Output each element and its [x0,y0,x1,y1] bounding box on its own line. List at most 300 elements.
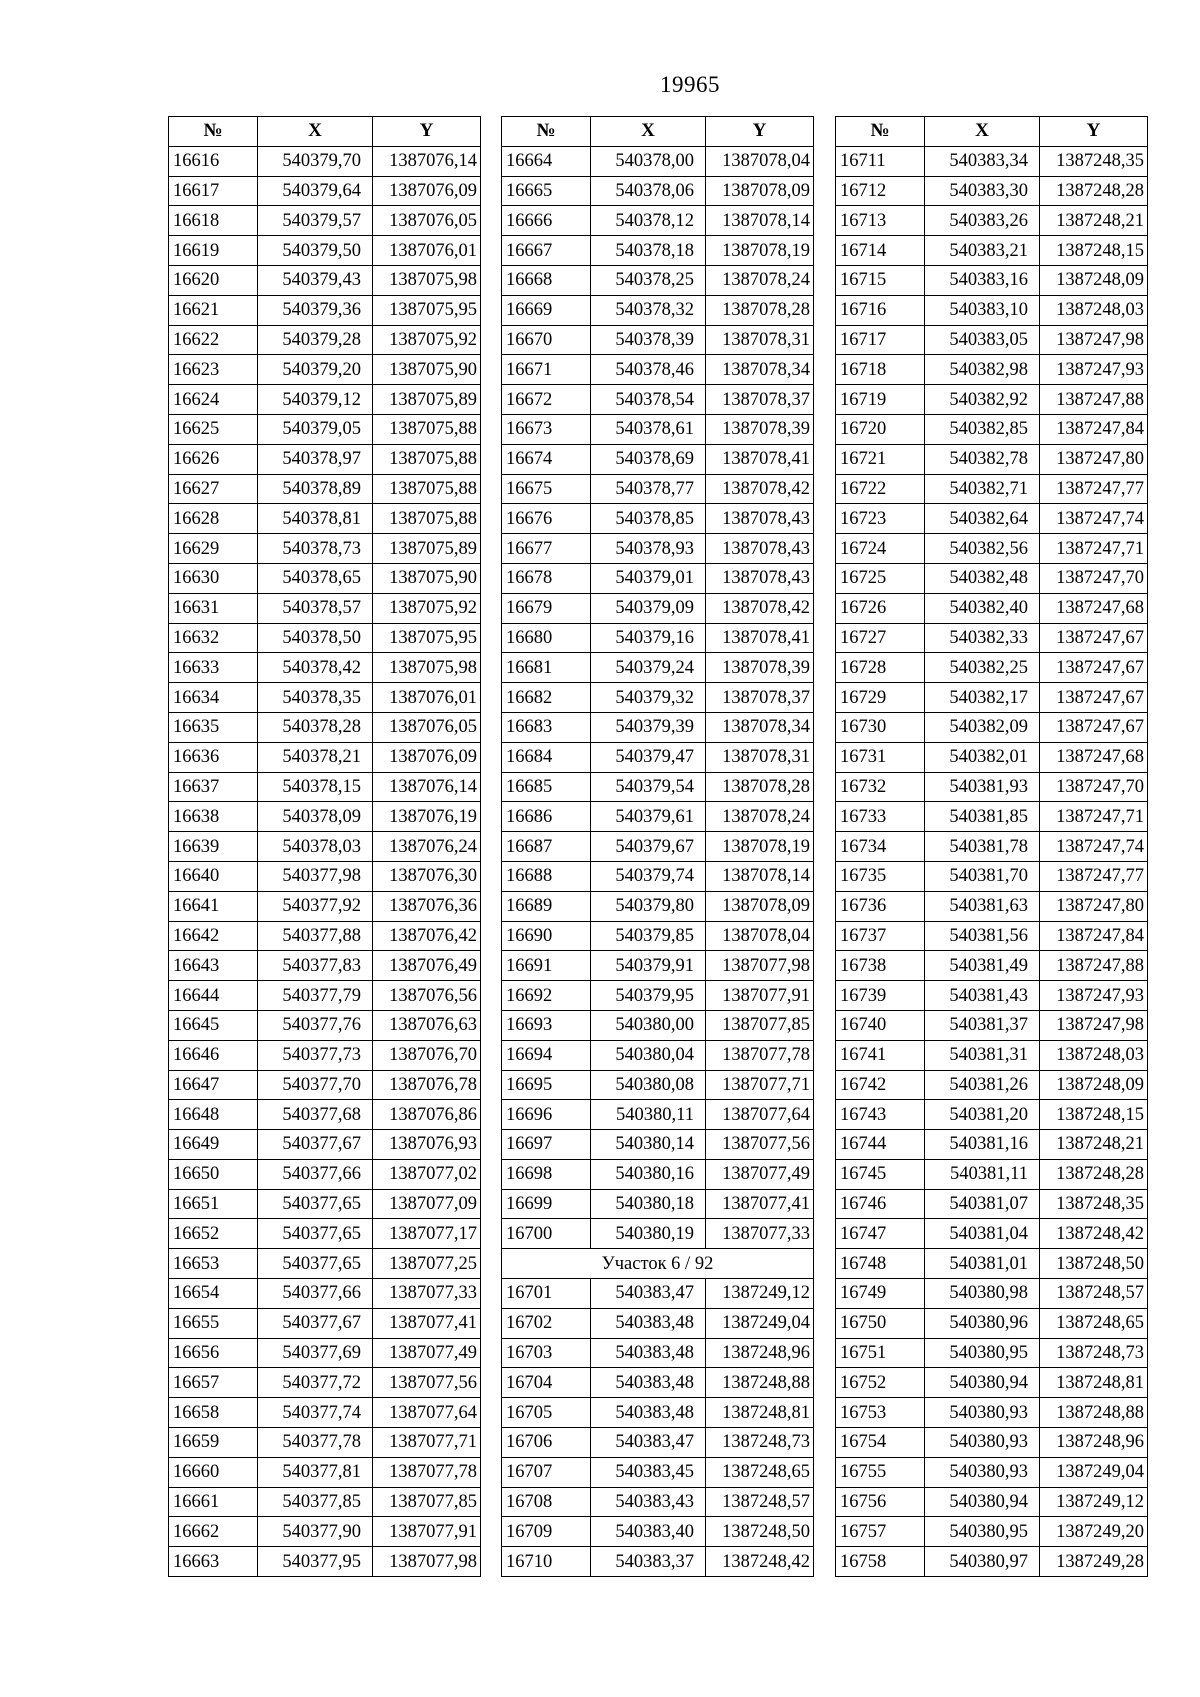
table-row [502,921,814,951]
table-row [836,1517,1148,1547]
table-row [169,921,481,951]
table-row [836,1159,1148,1189]
table-row [169,1338,481,1368]
point-number-cell: 16645 [169,1010,258,1040]
table-row [836,1308,1148,1338]
table-row [836,1249,1148,1279]
point-number-cell: 16702 [502,1308,591,1338]
x-coordinate-cell: 540380,98 [925,1279,1040,1309]
point-number-cell: 16636 [169,742,258,772]
y-coordinate-cell: 1387078,09 [706,891,814,921]
point-number-cell: 16712 [836,176,925,206]
header-number: № [169,117,258,147]
table-row [836,563,1148,593]
y-coordinate-cell: 1387248,73 [1040,1338,1148,1368]
y-coordinate-cell: 1387076,05 [373,206,481,236]
y-coordinate-cell: 1387247,74 [1040,504,1148,534]
y-coordinate-cell: 1387247,70 [1040,772,1148,802]
table-row [836,474,1148,504]
table-row [502,1010,814,1040]
y-coordinate-cell: 1387077,85 [706,1010,814,1040]
table-row [836,861,1148,891]
x-coordinate-cell: 540379,61 [591,802,706,832]
point-number-cell: 16649 [169,1130,258,1160]
x-coordinate-cell: 540380,94 [925,1487,1040,1517]
table-row [169,236,481,266]
point-number-cell: 16714 [836,236,925,266]
point-number-cell: 16715 [836,265,925,295]
table-row [836,891,1148,921]
x-coordinate-cell: 540382,92 [925,385,1040,415]
table-row [502,325,814,355]
table-row [502,504,814,534]
point-number-cell: 16685 [502,772,591,802]
y-coordinate-cell: 1387249,12 [706,1279,814,1309]
table-row [502,742,814,772]
point-number-cell: 16679 [502,593,591,623]
table-row [502,1189,814,1219]
table-row [836,534,1148,564]
y-coordinate-cell: 1387077,78 [706,1040,814,1070]
y-coordinate-cell: 1387247,80 [1040,891,1148,921]
x-coordinate-cell: 540380,93 [925,1428,1040,1458]
table-row [502,563,814,593]
point-number-cell: 16684 [502,742,591,772]
x-coordinate-cell: 540379,09 [591,593,706,623]
x-coordinate-cell: 540377,65 [258,1249,373,1279]
y-coordinate-cell: 1387075,88 [373,414,481,444]
x-coordinate-cell: 540380,19 [591,1219,706,1249]
point-number-cell: 16678 [502,563,591,593]
point-number-cell: 16640 [169,861,258,891]
table-row [169,355,481,385]
x-coordinate-cell: 540378,89 [258,474,373,504]
point-number-cell: 16713 [836,206,925,236]
y-coordinate-cell: 1387077,09 [373,1189,481,1219]
x-coordinate-cell: 540378,97 [258,444,373,474]
table-row [169,265,481,295]
y-coordinate-cell: 1387247,67 [1040,712,1148,742]
table-row [502,1159,814,1189]
point-number-cell: 16725 [836,563,925,593]
y-coordinate-cell: 1387247,77 [1040,861,1148,891]
y-coordinate-cell: 1387247,93 [1040,355,1148,385]
table-row [836,1010,1148,1040]
table-row [836,206,1148,236]
x-coordinate-cell: 540382,25 [925,653,1040,683]
point-number-cell: 16733 [836,802,925,832]
point-number-cell: 16737 [836,921,925,951]
y-coordinate-cell: 1387248,03 [1040,1040,1148,1070]
point-number-cell: 16633 [169,653,258,683]
table-row [836,712,1148,742]
point-number-cell: 16752 [836,1368,925,1398]
x-coordinate-cell: 540382,78 [925,444,1040,474]
table-row [169,385,481,415]
point-number-cell: 16745 [836,1159,925,1189]
point-number-cell: 16744 [836,1130,925,1160]
point-number-cell: 16682 [502,683,591,713]
table-row [169,563,481,593]
x-coordinate-cell: 540379,64 [258,176,373,206]
x-coordinate-cell: 540378,00 [591,146,706,176]
x-coordinate-cell: 540378,21 [258,742,373,772]
x-coordinate-cell: 540379,05 [258,414,373,444]
point-number-cell: 16671 [502,355,591,385]
y-coordinate-cell: 1387075,88 [373,504,481,534]
y-coordinate-cell: 1387078,09 [706,176,814,206]
table-row [502,265,814,295]
y-coordinate-cell: 1387077,33 [373,1279,481,1309]
x-coordinate-cell: 540378,61 [591,414,706,444]
y-coordinate-cell: 1387249,20 [1040,1517,1148,1547]
table-header-row [502,117,814,147]
x-coordinate-cell: 540378,93 [591,534,706,564]
y-coordinate-cell: 1387077,85 [373,1487,481,1517]
x-coordinate-cell: 540381,31 [925,1040,1040,1070]
y-coordinate-cell: 1387076,86 [373,1100,481,1130]
point-number-cell: 16695 [502,1070,591,1100]
y-coordinate-cell: 1387075,98 [373,653,481,683]
table-row [169,1159,481,1189]
x-coordinate-cell: 540381,16 [925,1130,1040,1160]
x-coordinate-cell: 540378,25 [591,265,706,295]
y-coordinate-cell: 1387077,41 [373,1308,481,1338]
y-coordinate-cell: 1387248,73 [706,1428,814,1458]
x-coordinate-cell: 540377,92 [258,891,373,921]
point-number-cell: 16718 [836,355,925,385]
y-coordinate-cell: 1387076,14 [373,146,481,176]
table-row [169,146,481,176]
y-coordinate-cell: 1387248,96 [706,1338,814,1368]
y-coordinate-cell: 1387248,15 [1040,1100,1148,1130]
table-row [836,1189,1148,1219]
point-number-cell: 16666 [502,206,591,236]
table-row [502,1547,814,1577]
table-row [169,683,481,713]
point-number-cell: 16623 [169,355,258,385]
point-number-cell: 16653 [169,1249,258,1279]
y-coordinate-cell: 1387076,14 [373,772,481,802]
point-number-cell: 16724 [836,534,925,564]
point-number-cell: 16709 [502,1517,591,1547]
x-coordinate-cell: 540381,78 [925,832,1040,862]
point-number-cell: 16726 [836,593,925,623]
x-coordinate-cell: 540378,73 [258,534,373,564]
table-row [169,1219,481,1249]
x-coordinate-cell: 540382,40 [925,593,1040,623]
x-coordinate-cell: 540378,65 [258,563,373,593]
point-number-cell: 16627 [169,474,258,504]
x-coordinate-cell: 540378,12 [591,206,706,236]
x-coordinate-cell: 540379,32 [591,683,706,713]
y-coordinate-cell: 1387076,05 [373,712,481,742]
y-coordinate-cell: 1387076,01 [373,236,481,266]
point-number-cell: 16680 [502,623,591,653]
table-row [836,444,1148,474]
point-number-cell: 16651 [169,1189,258,1219]
y-coordinate-cell: 1387248,35 [1040,1189,1148,1219]
point-number-cell: 16708 [502,1487,591,1517]
table-row [169,951,481,981]
x-coordinate-cell: 540381,85 [925,802,1040,832]
y-coordinate-cell: 1387248,81 [1040,1368,1148,1398]
y-coordinate-cell: 1387076,49 [373,951,481,981]
point-number-cell: 16675 [502,474,591,504]
x-coordinate-cell: 540383,43 [591,1487,706,1517]
table-row [502,1100,814,1130]
header-y: Y [1040,117,1148,147]
point-number-cell: 16669 [502,295,591,325]
point-number-cell: 16707 [502,1457,591,1487]
table-row [502,1398,814,1428]
x-coordinate-cell: 540379,70 [258,146,373,176]
point-number-cell: 16696 [502,1100,591,1130]
table-row [836,355,1148,385]
x-coordinate-cell: 540379,85 [591,921,706,951]
y-coordinate-cell: 1387075,90 [373,355,481,385]
table-header-row [169,117,481,147]
table-row [836,1338,1148,1368]
y-coordinate-cell: 1387075,89 [373,534,481,564]
table-row [836,1219,1148,1249]
x-coordinate-cell: 540383,47 [591,1428,706,1458]
y-coordinate-cell: 1387249,12 [1040,1487,1148,1517]
x-coordinate-cell: 540379,74 [591,861,706,891]
table-row [836,236,1148,266]
point-number-cell: 16710 [502,1547,591,1577]
point-number-cell: 16657 [169,1368,258,1398]
point-number-cell: 16741 [836,1040,925,1070]
x-coordinate-cell: 540379,95 [591,981,706,1011]
x-coordinate-cell: 540380,93 [925,1457,1040,1487]
x-coordinate-cell: 540382,01 [925,742,1040,772]
table-row [836,593,1148,623]
table-row [169,1428,481,1458]
y-coordinate-cell: 1387247,68 [1040,742,1148,772]
y-coordinate-cell: 1387076,09 [373,176,481,206]
page-number: 19965 [660,72,720,97]
header-y: Y [706,117,814,147]
point-number-cell: 16735 [836,861,925,891]
point-number-cell: 16652 [169,1219,258,1249]
table-row [169,1517,481,1547]
x-coordinate-cell: 540383,40 [591,1517,706,1547]
point-number-cell: 16693 [502,1010,591,1040]
table-row [836,265,1148,295]
y-coordinate-cell: 1387248,57 [706,1487,814,1517]
y-coordinate-cell: 1387248,42 [706,1547,814,1577]
table-row [502,385,814,415]
y-coordinate-cell: 1387247,88 [1040,385,1148,415]
table-row [836,1040,1148,1070]
x-coordinate-cell: 540379,01 [591,563,706,593]
x-coordinate-cell: 540382,98 [925,355,1040,385]
point-number-cell: 16698 [502,1159,591,1189]
x-coordinate-cell: 540380,16 [591,1159,706,1189]
table-row [836,683,1148,713]
point-number-cell: 16673 [502,414,591,444]
y-coordinate-cell: 1387076,63 [373,1010,481,1040]
table-row [169,534,481,564]
x-coordinate-cell: 540380,93 [925,1398,1040,1428]
y-coordinate-cell: 1387248,21 [1040,206,1148,236]
y-coordinate-cell: 1387076,19 [373,802,481,832]
y-coordinate-cell: 1387078,31 [706,742,814,772]
table-row [169,1130,481,1160]
table-row [169,802,481,832]
y-coordinate-cell: 1387077,91 [706,981,814,1011]
x-coordinate-cell: 540377,65 [258,1189,373,1219]
table-row [836,653,1148,683]
table-row [836,1070,1148,1100]
y-coordinate-cell: 1387077,56 [373,1368,481,1398]
y-coordinate-cell: 1387249,04 [1040,1457,1148,1487]
y-coordinate-cell: 1387078,43 [706,504,814,534]
x-coordinate-cell: 540381,49 [925,951,1040,981]
y-coordinate-cell: 1387077,02 [373,1159,481,1189]
y-coordinate-cell: 1387249,28 [1040,1547,1148,1577]
y-coordinate-cell: 1387078,24 [706,802,814,832]
x-coordinate-cell: 540377,78 [258,1428,373,1458]
table-row [836,802,1148,832]
table-row [836,146,1148,176]
x-coordinate-cell: 540377,66 [258,1279,373,1309]
table-row [502,1338,814,1368]
point-number-cell: 16720 [836,414,925,444]
table-row [836,1457,1148,1487]
point-number-cell: 16676 [502,504,591,534]
point-number-cell: 16711 [836,146,925,176]
point-number-cell: 16758 [836,1547,925,1577]
point-number-cell: 16734 [836,832,925,862]
y-coordinate-cell: 1387078,39 [706,414,814,444]
point-number-cell: 16716 [836,295,925,325]
y-coordinate-cell: 1387078,19 [706,832,814,862]
x-coordinate-cell: 540378,85 [591,504,706,534]
x-coordinate-cell: 540383,45 [591,1457,706,1487]
table-row [169,832,481,862]
x-coordinate-cell: 540381,63 [925,891,1040,921]
x-coordinate-cell: 540377,74 [258,1398,373,1428]
point-number-cell: 16681 [502,653,591,683]
table-row [169,1398,481,1428]
header-x: X [258,117,373,147]
point-number-cell: 16637 [169,772,258,802]
y-coordinate-cell: 1387076,01 [373,683,481,713]
point-number-cell: 16690 [502,921,591,951]
table-row [502,683,814,713]
point-number-cell: 16622 [169,325,258,355]
y-coordinate-cell: 1387078,34 [706,712,814,742]
table-row [169,1249,481,1279]
y-coordinate-cell: 1387077,25 [373,1249,481,1279]
point-number-cell: 16660 [169,1457,258,1487]
table-header-row [836,117,1148,147]
y-coordinate-cell: 1387077,64 [373,1398,481,1428]
x-coordinate-cell: 540383,34 [925,146,1040,176]
x-coordinate-cell: 540382,85 [925,414,1040,444]
x-coordinate-cell: 540378,35 [258,683,373,713]
y-coordinate-cell: 1387078,41 [706,623,814,653]
point-number-cell: 16620 [169,265,258,295]
table-row [169,295,481,325]
table-row [836,921,1148,951]
y-coordinate-cell: 1387247,74 [1040,832,1148,862]
table-row [836,385,1148,415]
point-number-cell: 16617 [169,176,258,206]
table-row [169,772,481,802]
x-coordinate-cell: 540380,11 [591,1100,706,1130]
y-coordinate-cell: 1387248,28 [1040,1159,1148,1189]
x-coordinate-cell: 540378,50 [258,623,373,653]
y-coordinate-cell: 1387078,39 [706,653,814,683]
point-number-cell: 16626 [169,444,258,474]
table-row [502,236,814,266]
table-row [502,951,814,981]
point-number-cell: 16748 [836,1249,925,1279]
x-coordinate-cell: 540379,36 [258,295,373,325]
y-coordinate-cell: 1387247,67 [1040,623,1148,653]
table-row [502,1308,814,1338]
table-row [836,742,1148,772]
table-row [169,981,481,1011]
coordinates-table-3 [835,116,1148,1577]
table-row [836,1130,1148,1160]
y-coordinate-cell: 1387077,49 [373,1338,481,1368]
x-coordinate-cell: 540377,83 [258,951,373,981]
y-coordinate-cell: 1387075,90 [373,563,481,593]
table-row [502,1517,814,1547]
y-coordinate-cell: 1387248,81 [706,1398,814,1428]
point-number-cell: 16648 [169,1100,258,1130]
table-row [836,325,1148,355]
y-coordinate-cell: 1387247,68 [1040,593,1148,623]
x-coordinate-cell: 540381,11 [925,1159,1040,1189]
x-coordinate-cell: 540377,85 [258,1487,373,1517]
x-coordinate-cell: 540377,68 [258,1100,373,1130]
x-coordinate-cell: 540380,96 [925,1308,1040,1338]
point-number-cell: 16691 [502,951,591,981]
y-coordinate-cell: 1387078,31 [706,325,814,355]
x-coordinate-cell: 540378,06 [591,176,706,206]
x-coordinate-cell: 540382,48 [925,563,1040,593]
x-coordinate-cell: 540383,21 [925,236,1040,266]
y-coordinate-cell: 1387075,89 [373,385,481,415]
y-coordinate-cell: 1387247,67 [1040,653,1148,683]
header-number: № [836,117,925,147]
x-coordinate-cell: 540381,07 [925,1189,1040,1219]
table-row [169,1070,481,1100]
y-coordinate-cell: 1387247,67 [1040,683,1148,713]
point-number-cell: 16647 [169,1070,258,1100]
x-coordinate-cell: 540379,16 [591,623,706,653]
table-row [836,414,1148,444]
section-row [502,1249,814,1279]
y-coordinate-cell: 1387247,98 [1040,1010,1148,1040]
y-coordinate-cell: 1387078,28 [706,295,814,325]
y-coordinate-cell: 1387078,14 [706,861,814,891]
y-coordinate-cell: 1387075,92 [373,593,481,623]
header-y: Y [373,117,481,147]
y-coordinate-cell: 1387077,91 [373,1517,481,1547]
x-coordinate-cell: 540382,09 [925,712,1040,742]
y-coordinate-cell: 1387076,42 [373,921,481,951]
x-coordinate-cell: 540377,98 [258,861,373,891]
point-number-cell: 16658 [169,1398,258,1428]
x-coordinate-cell: 540378,69 [591,444,706,474]
x-coordinate-cell: 540383,16 [925,265,1040,295]
